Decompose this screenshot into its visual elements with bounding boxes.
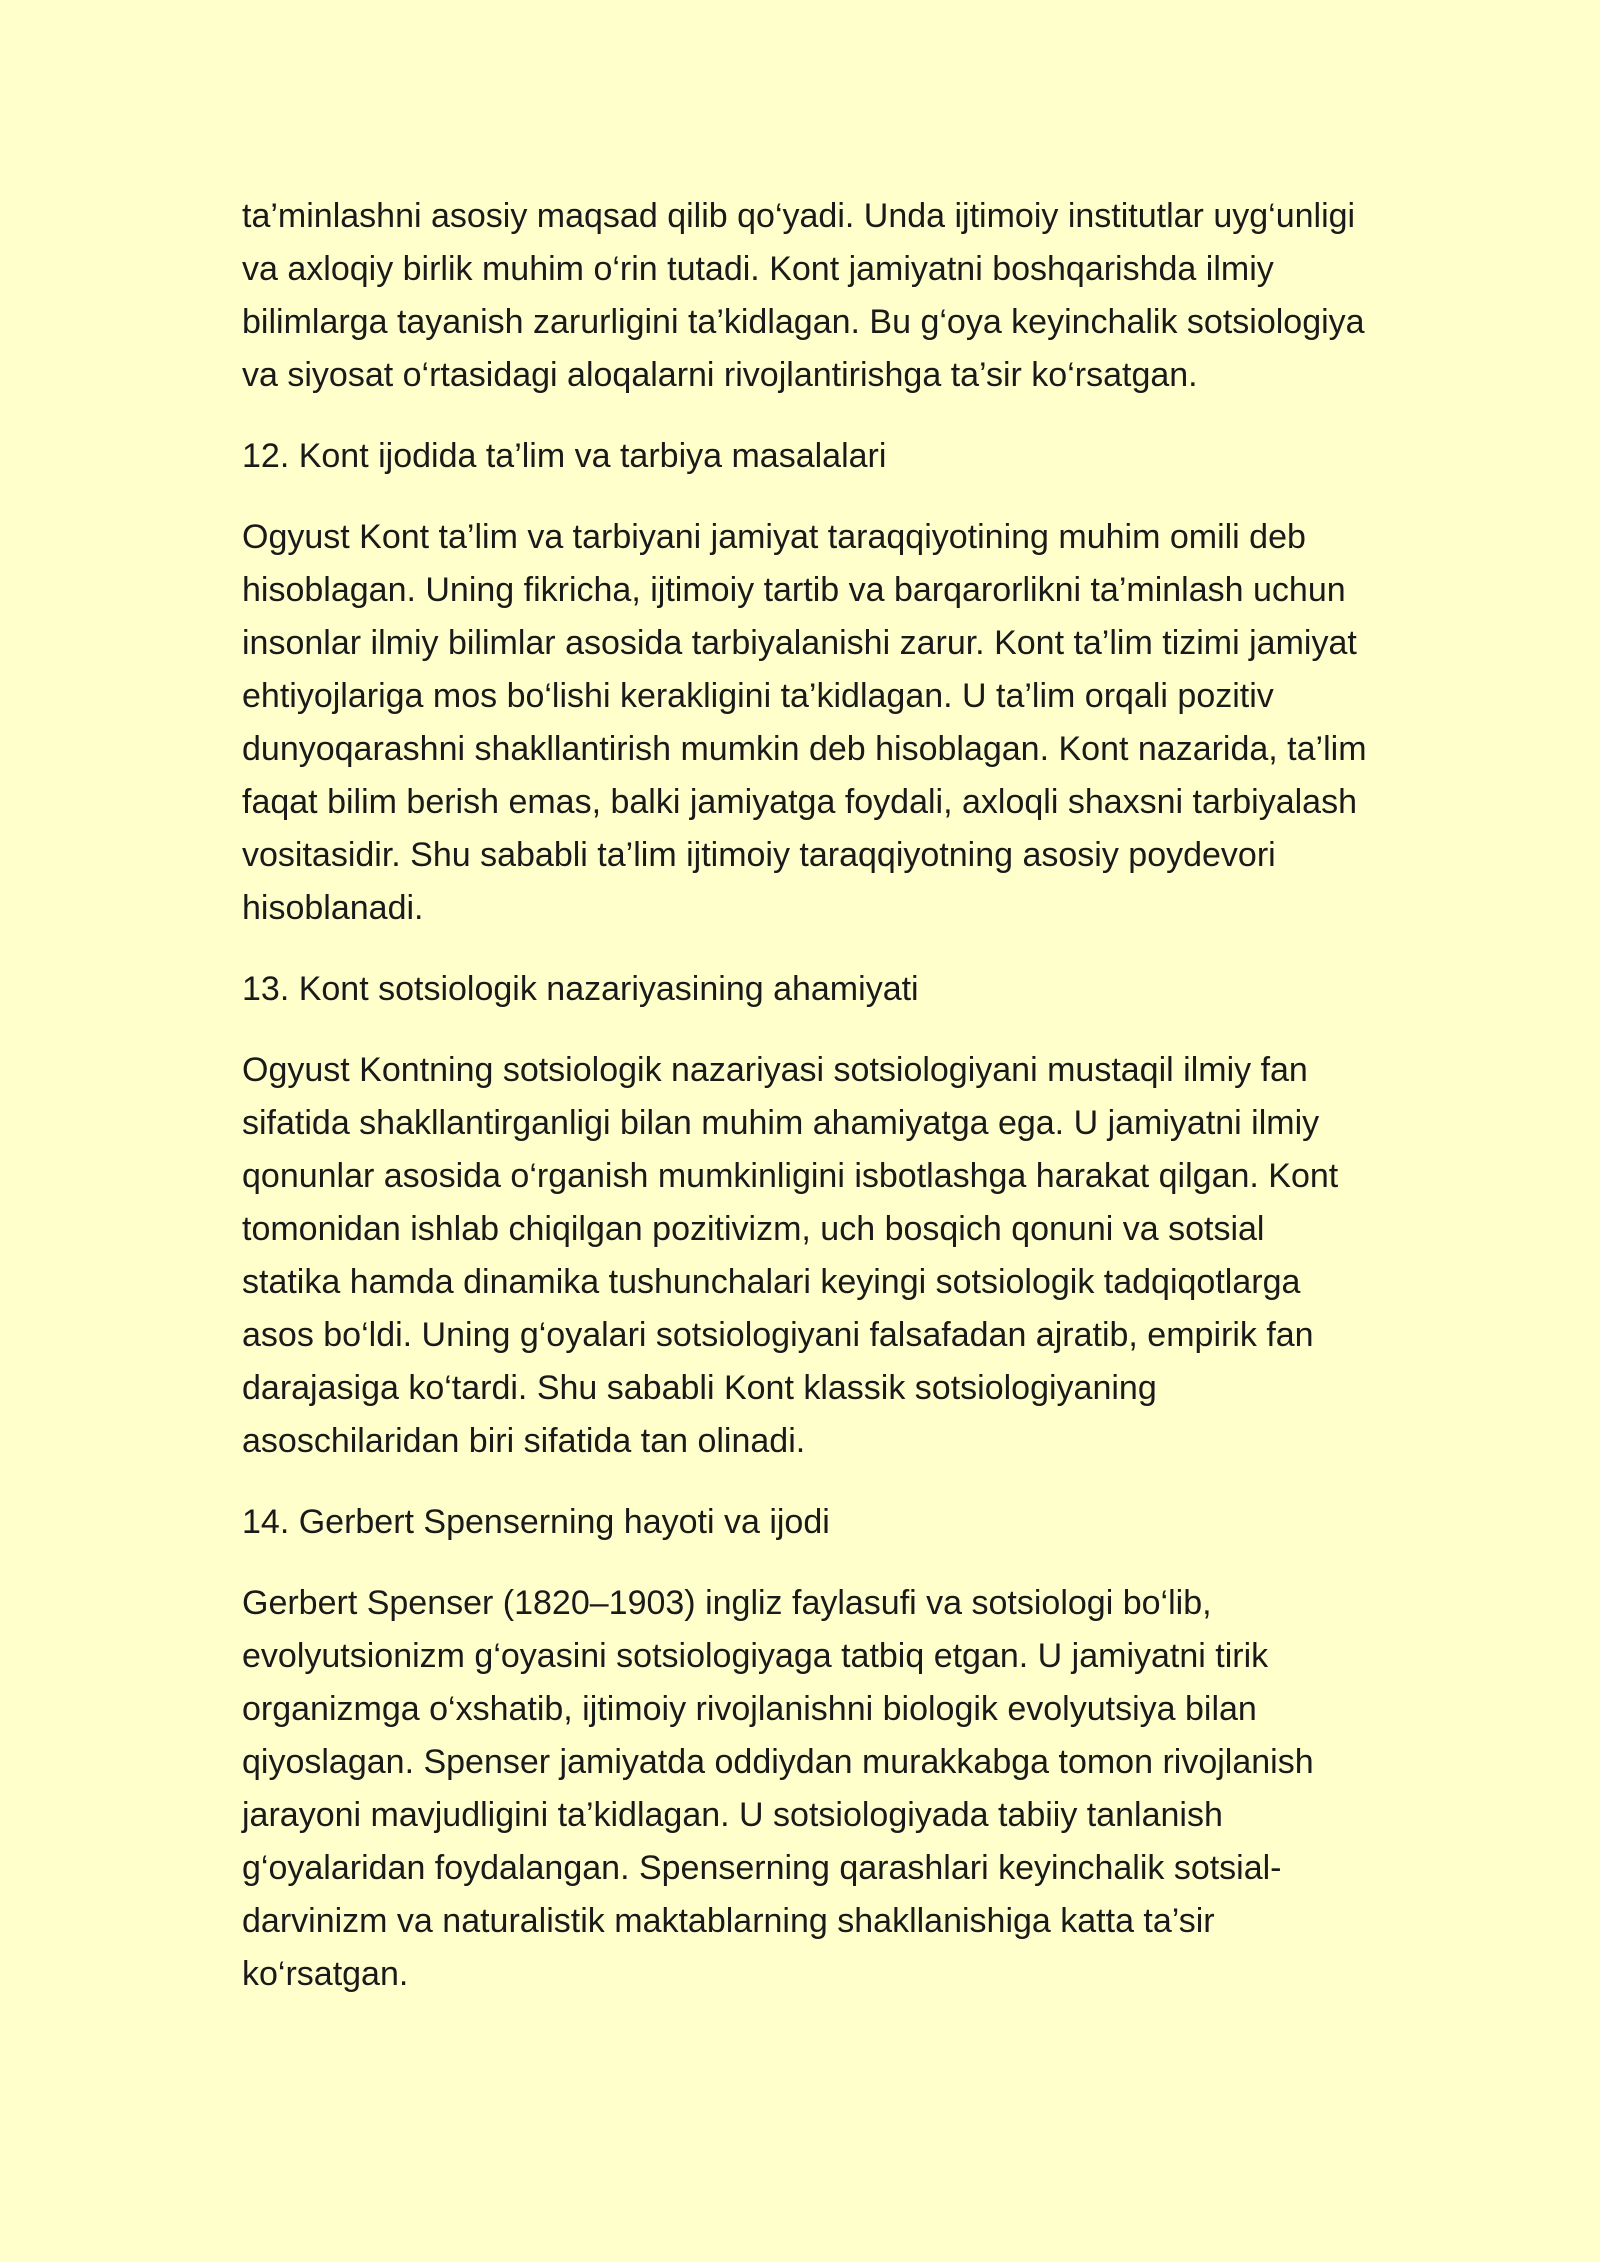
paragraph-continuation: ta’minlashni asosiy maqsad qilib qo‘yadi. Unda ijtimoiy institutlar uyg‘unligi va axloqiy birlik muhim o‘rin tutadi. Kont jamiyatni boshqarishda ilmiy bilimlarga tayanish zarurligini ta’kidlagan. Bu g‘oya keyinchalik sotsiologiya va siyosat o‘rtasidagi aloqalarni rivojlantirishga ta’sir ko‘rsatgan. — [242, 197, 1365, 394]
section-heading-14: 14. Gerbert Spenserning hayoti va ijodi — [242, 1503, 830, 1541]
paragraph-section-13: Ogyust Kontning sotsiologik nazariyasi sotsiologiyani mustaqil ilmiy fan sifatida shakllantirganligi bilan muhim ahamiyatga ega. U jamiyatni ilmiy qonunlar asosida o‘rganish mumkinligini isbotlashga harakat qilgan. Kont tomonidan ishlab chiqilgan pozitivizm, uch bosqich qonuni va sotsial statika hamda dinamika tushunchalari keyingi sotsiologik tadqiqotlarga asos bo‘ldi. Uning g‘oyalari sotsiologiyani falsafadan ajratib, empirik fan darajasiga ko‘tardi. Shu sababli Kont klassik sotsiologiyaning asoschilaridan biri sifatida tan olinadi. — [242, 1051, 1339, 1460]
section-heading-13: 13. Kont sotsiologik nazariyasining ahamiyati — [242, 970, 919, 1008]
section-heading-12: 12. Kont ijodida ta’lim va tarbiya masalalari — [242, 437, 887, 475]
paragraph-section-12: Ogyust Kont ta’lim va tarbiyani jamiyat taraqqiyotining muhim omili deb hisoblagan. Uning fikricha, ijtimoiy tartib va barqarorlikni ta’minlash uchun insonlar ilmiy bilimlar asosida tarbiyalanishi zarur. Kont ta’lim tizimi jamiyat ehtiyojlariga mos bo‘lishi kerakligini ta’kidlagan. U ta’lim orqali pozitiv dunyoqarashni shakllantirish mumkin deb hisoblagan. Kont nazarida, ta’lim faqat bilim berish emas, balki jamiyatga foydali, axloqli shaxsni tarbiyalash vositasidir. Shu sababli ta’lim ijtimoiy taraqqiyotning asosiy poydevori hisoblanadi. — [242, 518, 1367, 927]
document-page — [242, 190, 1372, 2029]
paragraph-section-14: Gerbert Spenser (1820–1903) ingliz faylasufi va sotsiologi bo‘lib, evolyutsionizm g‘oyasini sotsiologiyaga tatbiq etgan. U jamiyatni tirik organizmga o‘xshatib, ijtimoiy rivojlanishni biologik evolyutsiya bilan qiyoslagan. Spenser jamiyatda oddiydan murakkabga tomon rivojlanish jarayoni mavjudligini ta’kidlagan. U sotsiologiyada tabiiy tanlanish g‘oyalaridan foydalangan. Spenserning qarashlari keyinchalik sotsial-darvinizm va naturalistik maktablarning shakllanishiga katta ta’sir ko‘rsatgan. — [242, 1584, 1314, 1993]
